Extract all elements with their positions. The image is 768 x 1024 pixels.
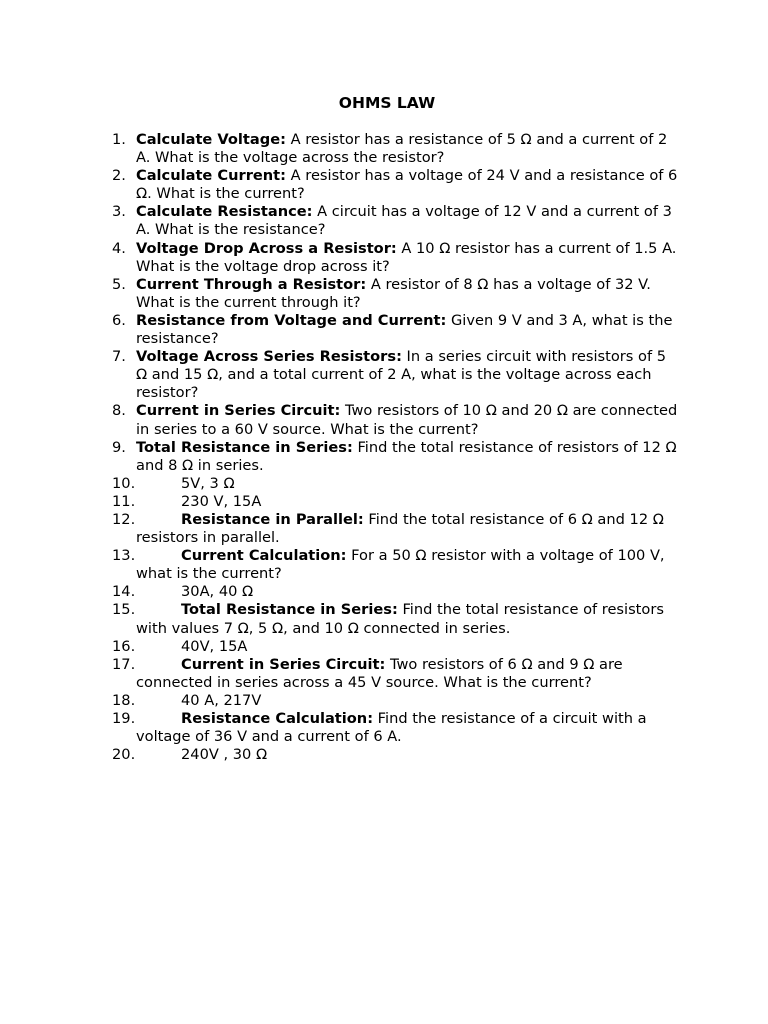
question-heading: Voltage Across Series Resistors:: [136, 348, 402, 366]
question-heading: Calculate Voltage:: [136, 131, 286, 148]
question-body: 40V, 15A: [181, 637, 248, 655]
question-text: [136, 240, 678, 276]
question-body: A circuit has a voltage of 12 V and a current of 3 A. What is the resistance?: [136, 203, 672, 239]
question-body: A resistor has a resistance of 5 Ω and a current of 2 A. What is the voltage across the resistor?: [136, 131, 668, 167]
question-heading: Current Through a Resistor:: [136, 275, 367, 293]
question-heading: Calculate Resistance:: [136, 203, 313, 221]
question-heading: Voltage Drop Across a Resistor:: [136, 239, 397, 257]
question-item: [112, 348, 678, 402]
question-body: Find the total resistance of 6 Ω and 12 Ω resistors in parallel.: [136, 510, 664, 547]
question-number: 11.: [112, 492, 136, 510]
question-item: [112, 131, 678, 167]
question-text: [136, 203, 678, 239]
question-body: For a 50 Ω resistor with a voltage of 100 V, what is the current?: [136, 547, 665, 583]
question-item: [112, 312, 678, 348]
question-heading: Resistance Calculation:: [181, 710, 374, 727]
question-text: [136, 601, 678, 637]
question-number: 20.: [112, 746, 136, 764]
question-list: [112, 131, 678, 764]
question-item: [112, 746, 678, 764]
question-item: [112, 402, 678, 438]
question-heading: Current Calculation:: [181, 547, 347, 565]
page-title: OHMS LAW: [338, 94, 436, 112]
question-body: 40 A, 217V: [181, 691, 262, 709]
question-text: [136, 746, 678, 764]
question-text: [136, 131, 678, 167]
question-item: [112, 547, 678, 583]
question-number: 2.: [112, 167, 126, 185]
question-item: [112, 710, 678, 746]
question-item: [112, 493, 678, 511]
question-heading: Total Resistance in Series:: [181, 601, 398, 619]
question-text: [136, 511, 678, 547]
question-number: 13.: [112, 547, 136, 565]
question-number: 19.: [112, 710, 136, 727]
question-text: [136, 402, 678, 438]
question-body: Two resistors of 6 Ω and 9 Ω are connected in series across a 45 V source. What is the current?: [136, 655, 623, 691]
question-body: Two resistors of 10 Ω and 20 Ω are connected in series to a 60 V source. What is the current?: [136, 402, 678, 438]
question-item: [112, 601, 678, 637]
question-number: 16.: [112, 637, 136, 655]
question-number: 1.: [112, 131, 126, 148]
question-item: [112, 203, 678, 239]
question-number: 15.: [112, 601, 136, 619]
question-heading: Current in Series Circuit:: [181, 655, 386, 673]
question-heading: Total Resistance in Series:: [136, 438, 353, 456]
question-text: [136, 710, 678, 746]
question-number: 5.: [112, 275, 126, 293]
question-body: 240V , 30 Ω: [181, 746, 268, 764]
question-number: 4.: [112, 239, 126, 257]
question-text: [136, 583, 678, 601]
question-body: A resistor of 8 Ω has a voltage of 32 V. What is the current through it?: [136, 275, 651, 311]
question-number: 6.: [112, 311, 126, 329]
question-number: 10.: [112, 474, 136, 492]
question-item: [112, 167, 678, 203]
question-body: Find the resistance of a circuit with a voltage of 36 V and a current of 6 A.: [136, 710, 647, 746]
question-number: 7.: [112, 348, 126, 366]
question-number: 3.: [112, 203, 126, 221]
question-item: [112, 240, 678, 276]
question-body: Find the total resistance of resistors of 12 Ω and 8 Ω in series.: [136, 438, 677, 474]
question-item: [112, 692, 678, 710]
question-text: [136, 638, 678, 656]
question-text: [136, 656, 678, 692]
question-body: Given 9 V and 3 A, what is the resistance?: [136, 311, 673, 348]
question-text: [136, 312, 678, 348]
question-text: [136, 276, 678, 312]
question-number: 12.: [112, 510, 136, 528]
question-body: In a series circuit with resistors of 5 Ω and 15 Ω, and a total current of 2 A, what is the voltage across each resistor?: [136, 348, 667, 402]
question-number: 9.: [112, 438, 126, 456]
question-heading: Resistance from Voltage and Current:: [136, 311, 447, 329]
question-text: [136, 167, 678, 203]
question-item: [112, 583, 678, 601]
question-body: 30A, 40 Ω: [181, 583, 254, 601]
question-text: [136, 439, 678, 475]
question-body: 230 V, 15A: [181, 492, 262, 510]
question-number: 17.: [112, 655, 136, 673]
question-text: [136, 493, 678, 511]
question-body: A resistor has a voltage of 24 V and a resistance of 6 Ω. What is the current?: [136, 167, 678, 203]
question-heading: Current in Series Circuit:: [136, 402, 341, 420]
question-body: A 10 Ω resistor has a current of 1.5 A. What is the voltage drop across it?: [136, 239, 677, 275]
question-item: [112, 475, 678, 493]
question-item: [112, 511, 678, 547]
question-body: 5V, 3 Ω: [181, 474, 235, 492]
question-item: [112, 656, 678, 692]
question-number: 8.: [112, 402, 126, 420]
question-number: 14.: [112, 583, 136, 601]
question-item: [112, 439, 678, 475]
question-item: [112, 276, 678, 312]
question-text: [136, 692, 678, 710]
question-item: [112, 638, 678, 656]
question-heading: Resistance in Parallel:: [181, 510, 364, 528]
question-heading: Calculate Current:: [136, 167, 286, 185]
question-body: Find the total resistance of resistors with values 7 Ω, 5 Ω, and 10 Ω connected in series.: [136, 601, 664, 637]
question-text: [136, 348, 678, 402]
question-text: [136, 547, 678, 583]
question-number: 18.: [112, 691, 136, 709]
question-text: [136, 475, 678, 493]
